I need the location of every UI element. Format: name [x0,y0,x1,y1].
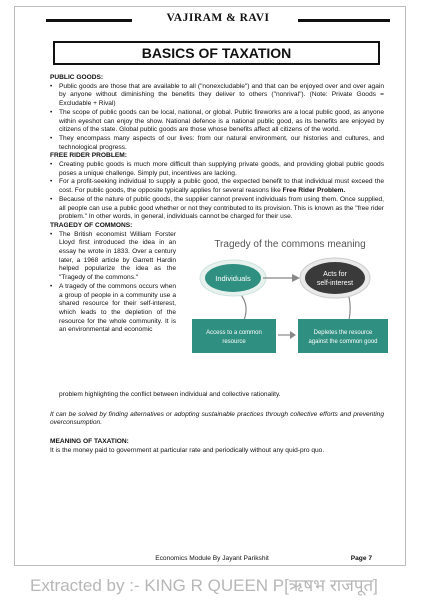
page-title: BASICS OF TAXATION [141,45,292,61]
tragedy-list [50,231,176,335]
public-goods-heading: PUBLIC GOODS: [50,74,104,81]
arrowhead-right [292,274,300,282]
footer-module: Economics Module By Jayant Parikshit [155,555,269,562]
list-item: • The British economist William Forster Lloyd first introduced the idea in an essay he wrote in 1833. Over a century later, a 1968 article by Garrett Hardin helped popularize the idea as the "Tragedy of the commons." [50,231,176,283]
acts-node [305,262,365,294]
access-box [192,319,276,353]
list-item: • A tragedy of the commons occurs when a group of people in a community use a shared resource for their self-interest, which leads to the depletion of the resource for the whole community. It is an environmental and economic [50,283,176,335]
list-item: • The scope of public goods can be local, national, or global. Public fireworks are a local public good, as anyone within eyeshot can enjoy the show. National defence is a national public good, as its benefits are enjoyed by citizens of the state. Global public goods are those whose benefits affect all citizens of the world. [50,109,384,135]
acts-label-line1: Acts for [323,270,347,278]
arrowhead-boxes [290,331,296,339]
diagram-graphic [190,238,390,381]
free-rider-emphasis: Free Rider Problem. [282,187,346,195]
list-item: • Public goods are those that are available to all ("nonexcludable") and that can be enjoyed over and over again by anyone without diminishing the benefits they deliver to others ("nonrival"). (Note: Private Goods = Excludable + Rival) [50,83,384,109]
watermark-text: Extracted by :- KING R QUEEN P[ऋषभ राजपूत] [30,576,378,595]
access-label-line2: resource [222,338,246,345]
free-rider-text: For a profit-seeking individual to supply a public good, the expected benefit to that individual must exceed the cost. For public goods, the opposite typically applies for several reasons like [59,178,384,195]
meaning-heading: MEANING OF TAXATION: [50,438,129,446]
individuals-label: Individuals [215,273,251,283]
diagram-title: Tragedy of the commons meaning [214,238,366,250]
tragedy-diagram [190,238,390,381]
tragedy-heading: TRAGEDY OF COMMONS: [50,221,133,229]
page-number: Page 7 [350,555,372,562]
depletes-box [298,319,388,353]
main-content [50,74,384,455]
solution-paragraph: It can be solved by finding alternatives or adopting sustainable practices through collective efforts and preventing overconsumption. [50,410,384,427]
tragedy-section [50,231,384,401]
depletes-label-line1: Depletes the resource [313,329,373,336]
page-title-box [53,41,380,65]
meaning-text: It is the money paid to government at particular rate and periodically without any quid-pro quo. [50,446,325,454]
meaning-section [50,438,384,455]
list-item: • Creating public goods is much more difficult than supplying private goods, and providing global public goods poses a unique challenge. Simply put, incentives are lacking. [50,161,384,178]
depletes-label-line2: against the common good [308,338,378,345]
tragedy-continuation: problem highlighting the conflict between individual and collective rationality. [59,390,281,398]
page-header [46,10,390,30]
free-rider-list [50,161,384,222]
list-item: • Because of the nature of public goods, the supplier cannot prevent individuals from using them. Once supplied, all people can use a public good whether or not they contributed to its provision. This is known as the "free rider problem." In other words, in general, individuals cannot be charged for their use. [50,196,384,222]
brand-name: VAJIRAM & RAVI [166,12,270,24]
header-rule-right [298,19,390,22]
access-label-line1: Access to a common [206,329,262,336]
list-item: • They encompass many aspects of our lives: from our natural environment, our histories and cultures, and technological progress. [50,135,384,152]
page-footer [0,555,424,565]
free-rider-heading: FREE RIDER PROBLEM: [50,152,127,160]
acts-label-line2: self-interest [316,279,354,287]
public-goods-list [50,83,384,153]
list-item [50,178,384,195]
